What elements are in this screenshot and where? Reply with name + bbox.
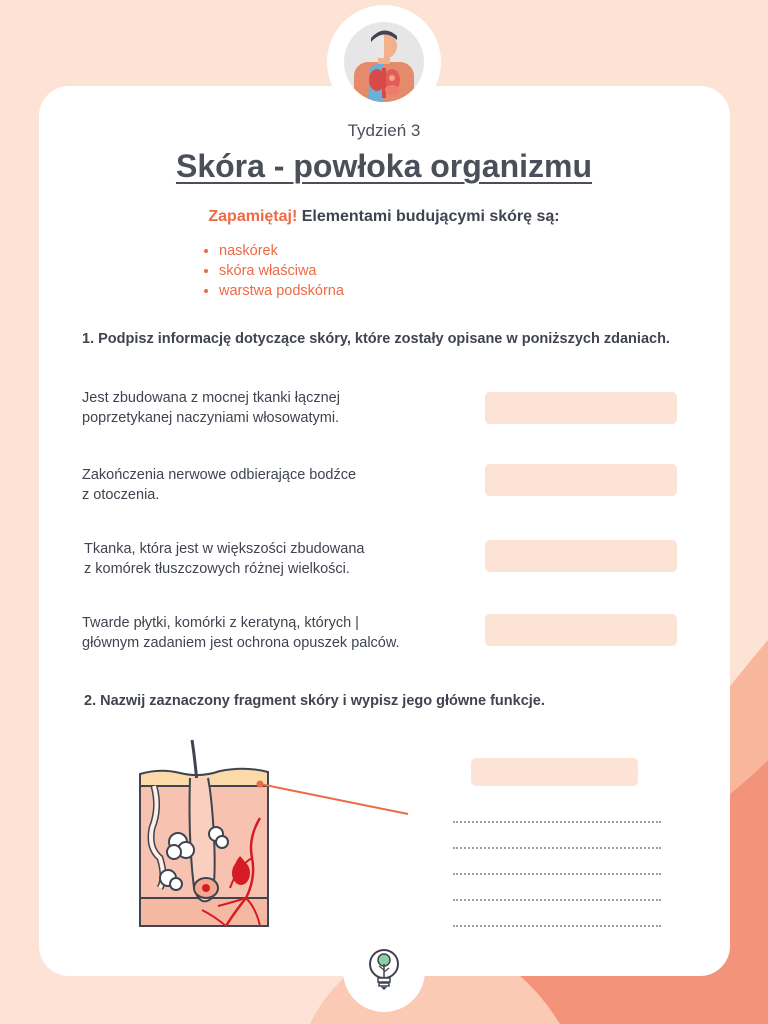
sentence-line: Jest zbudowana z mocnej tkanki łącznej bbox=[82, 390, 340, 406]
reminder-accent: Zapamiętaj! bbox=[208, 208, 298, 225]
human-anatomy-icon bbox=[344, 22, 424, 102]
reminder-text bbox=[0, 208, 768, 226]
sentence-line: z otoczenia. bbox=[82, 487, 160, 503]
answer-field-4[interactable] bbox=[485, 614, 677, 646]
answer-field-2[interactable] bbox=[485, 464, 677, 496]
list-item: skóra właściwa bbox=[219, 261, 344, 281]
sentence-3 bbox=[84, 539, 364, 579]
skin-elements-list bbox=[202, 241, 344, 301]
sentence-line: Zakończenia nerwowe odbierające bodźce bbox=[82, 467, 357, 483]
sentence-line: poprzetykanej naczyniami włosowatymi. bbox=[82, 410, 340, 426]
lightbulb-tree-icon bbox=[364, 948, 404, 992]
sentence-line: głównym zadaniem jest ochrona opuszek palców. bbox=[82, 635, 400, 651]
page-title: Skóra - powłoka organizmu bbox=[175, 148, 593, 184]
sentence-1 bbox=[82, 388, 433, 428]
writing-line[interactable] bbox=[453, 821, 661, 823]
sentence-2 bbox=[82, 465, 356, 505]
skin-cross-section-illustration bbox=[130, 738, 420, 933]
writing-line[interactable] bbox=[453, 925, 661, 927]
sentence-4 bbox=[82, 613, 400, 653]
footer-badge bbox=[343, 930, 425, 1012]
task2-instruction: 2. Nazwij zaznaczony fragment skóry i wypisz jego główne funkcje. bbox=[84, 693, 545, 709]
week-label: Tydzień 3 bbox=[347, 121, 421, 140]
writing-line[interactable] bbox=[453, 899, 661, 901]
list-item: warstwa podskórna bbox=[219, 283, 344, 299]
answer-field-3[interactable] bbox=[485, 540, 677, 572]
answer-field-1[interactable] bbox=[485, 392, 677, 424]
sentence-line: Twarde płytki, komórki z keratyną, których | bbox=[82, 615, 359, 631]
reminder-lead: Elementami budującymi skórę są: bbox=[297, 208, 560, 225]
task1-instruction: 1. Podpisz informację dotyczące skóry, które zostały opisane w poniższych zdaniach. bbox=[82, 331, 670, 347]
list-item: naskórek bbox=[219, 241, 344, 261]
sentence-line: z komórek tłuszczowych różnej wielkości. bbox=[84, 561, 350, 577]
writing-line[interactable] bbox=[453, 873, 661, 875]
sentence-line: Tkanka, która jest w większości zbudowana bbox=[84, 541, 365, 557]
header-badge bbox=[327, 5, 441, 119]
answer-field-5[interactable] bbox=[471, 758, 638, 786]
writing-line[interactable] bbox=[453, 847, 661, 849]
